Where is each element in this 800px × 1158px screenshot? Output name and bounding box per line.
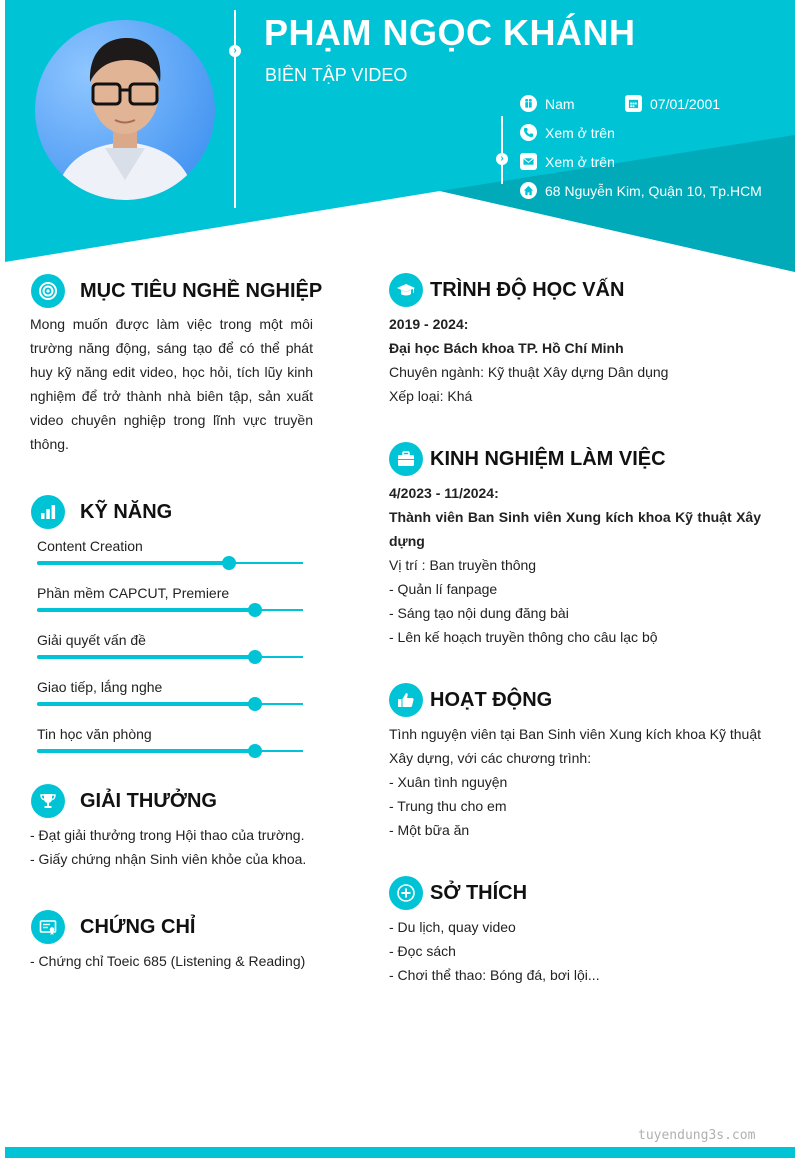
skills-title: KỸ NĂNG — [80, 500, 173, 523]
experience-title: KINH NGHIỆM LÀM VIỆC — [430, 447, 666, 470]
gender-icon — [520, 95, 537, 112]
objective-line: huy kỹ năng edit video, học hỏi, tích lũy kinh — [30, 364, 313, 380]
birthday-info — [625, 95, 720, 112]
activities-title: HOẠT ĐỘNG — [430, 688, 553, 711]
education-period: 2019 - 2024: — [389, 316, 469, 332]
target-icon — [31, 274, 65, 308]
skill-knob — [248, 650, 262, 664]
footer-bar — [5, 1147, 795, 1158]
award-line: - Đạt giải thưởng trong Hội thao của trường. — [30, 827, 305, 843]
education-title: TRÌNH ĐỘ HỌC VẤN — [430, 278, 625, 301]
header-divider — [234, 10, 236, 208]
home-icon — [520, 182, 537, 199]
awards-text — [30, 823, 330, 871]
skills-heading — [31, 495, 172, 529]
objective-heading — [31, 274, 322, 308]
experience-line: - Sáng tạo nội dung đăng bài — [389, 605, 569, 621]
email-info — [520, 153, 615, 170]
skill-fill — [37, 561, 229, 565]
education-major: Chuyên ngành: Kỹ thuật Xây dựng Dân dụng — [389, 364, 669, 380]
hobby-line: - Du lịch, quay video — [389, 919, 516, 935]
objective-line: Mong muốn được làm việc trong một môi — [30, 316, 313, 332]
skill-item — [37, 632, 303, 672]
activities-text — [389, 722, 761, 842]
certificate-icon — [31, 910, 65, 944]
briefcase-icon — [389, 442, 423, 476]
skill-item — [37, 726, 303, 766]
birthday-value: 07/01/2001 — [650, 95, 721, 112]
education-school: Đại học Bách khoa TP. Hồ Chí Minh — [389, 340, 624, 356]
phone-value: Xem ở trên — [545, 124, 615, 141]
activity-line: - Một bữa ăn — [389, 822, 470, 838]
skill-knob — [222, 556, 236, 570]
skill-knob — [248, 744, 262, 758]
skill-item — [37, 585, 303, 625]
education-heading — [389, 273, 624, 307]
phone-icon — [520, 124, 537, 141]
certificates-heading — [31, 910, 195, 944]
address-info — [520, 182, 762, 199]
hobby-line: - Đọc sách — [389, 943, 456, 959]
gender-info — [520, 95, 575, 112]
bar-chart-icon — [31, 495, 65, 529]
skill-item — [37, 538, 303, 578]
skill-fill — [37, 702, 255, 706]
graduation-cap-icon — [389, 273, 423, 307]
hobbies-text — [389, 915, 761, 987]
candidate-name: PHẠM NGỌC KHÁNH — [264, 12, 636, 53]
education-text — [389, 312, 761, 408]
activity-line: - Trung thu cho em — [389, 798, 507, 814]
skill-label: Content Creation — [37, 538, 143, 554]
skill-label: Tin học văn phòng — [37, 726, 152, 742]
award-line: - Giấy chứng nhận Sinh viên khỏe của khoa. — [30, 851, 307, 867]
objective-line: thông. — [30, 436, 69, 452]
activity-line: - Xuân tình nguyện — [389, 774, 508, 790]
experience-role: Thành viên Ban Sinh viên Xung kích khoa Kỹ thuật Xây dựng — [389, 509, 761, 549]
skill-fill — [37, 655, 255, 659]
skill-knob — [248, 603, 262, 617]
hobby-line: - Chơi thể thao: Bóng đá, bơi lội... — [389, 967, 600, 983]
skill-label: Phần mềm CAPCUT, Premiere — [37, 585, 230, 601]
experience-line: - Lên kế hoạch truyền thông cho câu lạc bộ — [389, 629, 658, 645]
certificates-title: CHỨNG CHỈ — [80, 915, 196, 938]
skill-label: Giao tiếp, lắng nghe — [37, 679, 163, 695]
thumbs-up-icon — [389, 683, 423, 717]
plus-circle-icon — [389, 876, 423, 910]
chevron-right-icon: › — [229, 45, 241, 57]
watermark: tuyendung3s.com — [638, 1128, 756, 1143]
skill-item — [37, 679, 303, 719]
profile-photo — [35, 20, 215, 200]
gender-value: Nam — [545, 95, 575, 112]
certificates-text — [30, 949, 330, 973]
contact-divider — [501, 116, 503, 184]
chevron-right-icon: › — [496, 153, 508, 165]
activities-heading — [389, 683, 552, 717]
experience-text — [389, 481, 761, 649]
objective-line: video chuyên nghiệp trong lĩnh vực truyền — [30, 412, 313, 428]
activity-line: Tình nguyện viên tại Ban Sinh viên Xung kích khoa Kỹ thuật — [389, 726, 762, 742]
skill-knob — [248, 697, 262, 711]
hobbies-heading — [389, 876, 527, 910]
objective-title: MỤC TIÊU NGHỀ NGHIỆP — [80, 279, 323, 302]
experience-line: Vị trí : Ban truyền thông — [389, 557, 537, 573]
address-value: 68 Nguyễn Kim, Quận 10, Tp.HCM — [545, 182, 762, 199]
candidate-position: BIÊN TẬP VIDEO — [265, 65, 408, 85]
hobbies-title: SỞ THÍCH — [430, 881, 528, 904]
experience-line: - Quản lí fanpage — [389, 581, 498, 597]
awards-heading — [31, 784, 217, 818]
objective-text — [30, 312, 313, 456]
certificate-line: - Chứng chỉ Toeic 685 (Listening & Reading) — [30, 953, 306, 969]
email-value: Xem ở trên — [545, 153, 615, 170]
experience-heading — [389, 442, 666, 476]
calendar-icon — [625, 95, 642, 112]
awards-title: GIẢI THƯỞNG — [80, 789, 217, 812]
skill-label: Giải quyết vấn đề — [37, 632, 146, 648]
objective-line: trường năng động, sáng tạo để có thể phát — [30, 340, 313, 356]
experience-period: 4/2023 - 11/2024: — [389, 485, 499, 501]
avatar — [35, 20, 215, 200]
education-grade: Xếp loại: Khá — [389, 388, 473, 404]
skill-fill — [37, 749, 255, 753]
objective-line: nghiệm để trở thành nhà biên tập, sản xuất — [30, 388, 313, 404]
trophy-icon — [31, 784, 65, 818]
activity-line: Xây dựng, với các chương trình: — [389, 750, 592, 766]
email-icon — [520, 153, 537, 170]
skill-fill — [37, 608, 255, 612]
phone-info — [520, 124, 615, 141]
